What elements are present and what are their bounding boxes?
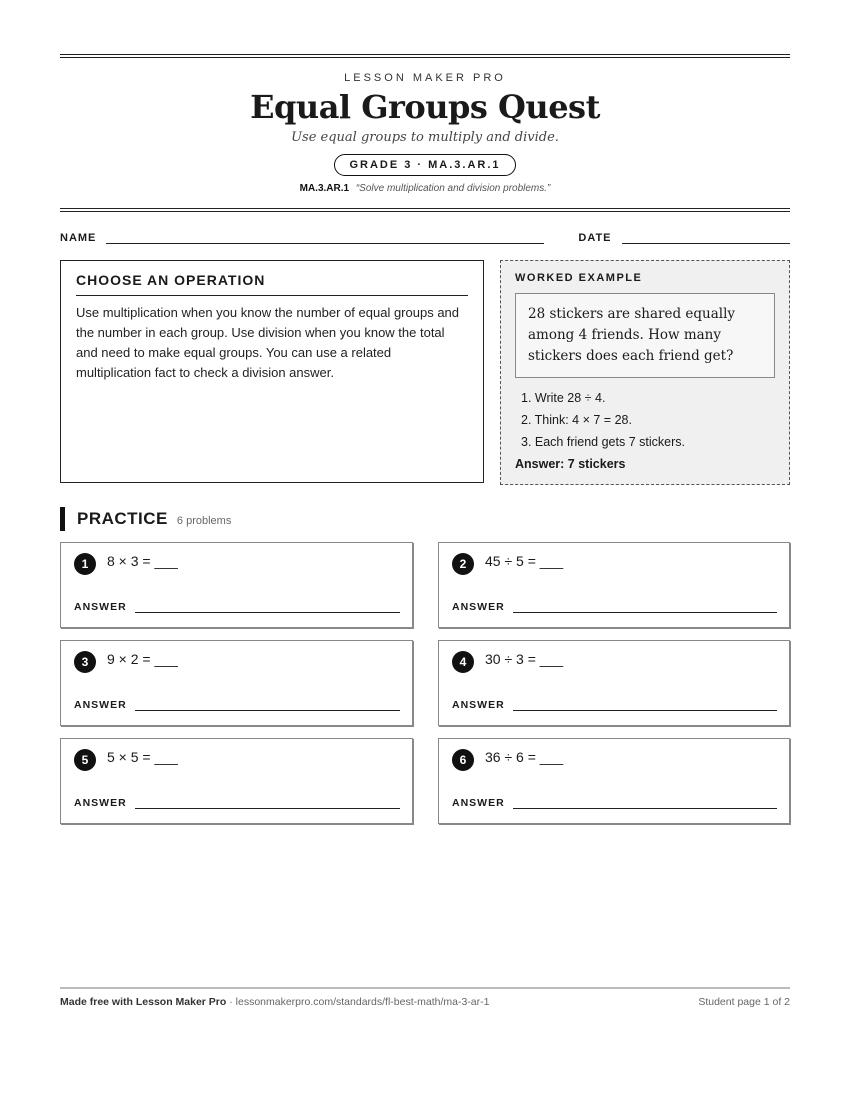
example-step: 2. Think: 4 × 7 = 28. bbox=[521, 413, 632, 427]
name-label: NAME bbox=[60, 232, 97, 244]
answer-field[interactable] bbox=[135, 709, 400, 711]
problem-number-badge: 2 bbox=[452, 553, 474, 575]
choose-operation-panel bbox=[60, 260, 484, 483]
footer-url[interactable]: · lessonmakerpro.com/standards/fl-best-math/ma-3-ar-1 bbox=[226, 996, 490, 1008]
problem-number-badge: 6 bbox=[452, 749, 474, 771]
problem-card bbox=[438, 640, 790, 726]
problem-equation: 8 × 3 = ___ bbox=[107, 553, 178, 569]
problem-equation: 36 ÷ 6 = ___ bbox=[485, 749, 564, 765]
answer-label: ANSWER bbox=[452, 797, 505, 809]
problem-number-badge: 3 bbox=[74, 651, 96, 673]
practice-header bbox=[60, 507, 790, 531]
operation-title: CHOOSE AN OPERATION bbox=[76, 272, 468, 296]
problem-number-badge: 1 bbox=[74, 553, 96, 575]
answer-field[interactable] bbox=[513, 807, 777, 809]
worksheet-page bbox=[60, 54, 790, 824]
footer-credit bbox=[60, 996, 489, 1008]
worked-example-panel bbox=[500, 260, 790, 485]
practice-title: PRACTICE bbox=[77, 509, 168, 528]
answer-label: ANSWER bbox=[74, 699, 127, 711]
worked-example-steps bbox=[515, 387, 775, 453]
problem-card bbox=[60, 542, 413, 628]
page-title: Equal Groups Quest bbox=[250, 88, 600, 126]
standard-line bbox=[60, 183, 790, 194]
brand-name: LESSON MAKER PRO bbox=[344, 72, 506, 84]
problem-equation: 30 ÷ 3 = ___ bbox=[485, 651, 564, 667]
header-double-rule bbox=[60, 208, 790, 212]
footer-made-with: Made free with Lesson Maker Pro bbox=[60, 996, 227, 1008]
date-field[interactable] bbox=[622, 242, 790, 244]
answer-label: ANSWER bbox=[452, 699, 505, 711]
worked-example-title: WORKED EXAMPLE bbox=[515, 272, 643, 284]
problem-card bbox=[60, 640, 413, 726]
top-double-rule bbox=[60, 54, 790, 58]
worked-example-problem: 28 stickers are shared equally among 4 friends. How many stickers does each friend get? bbox=[515, 293, 775, 378]
problem-card bbox=[438, 738, 790, 824]
standard-code: MA.3.AR.1 bbox=[299, 183, 350, 194]
name-field[interactable] bbox=[106, 242, 544, 244]
problem-number-badge: 4 bbox=[452, 651, 474, 673]
answer-field[interactable] bbox=[135, 807, 400, 809]
grade-badge: GRADE 3 · MA.3.AR.1 bbox=[334, 154, 515, 176]
page-subtitle: Use equal groups to multiply and divide. bbox=[291, 130, 559, 145]
problem-card bbox=[438, 542, 790, 628]
answer-label: ANSWER bbox=[74, 601, 127, 613]
operation-text: Use multiplication when you know the number of equal groups and the number in each group. Use division when you know the total and need to make equal groups. You can use a related multiplication fact to check a division answer. bbox=[76, 305, 460, 380]
answer-field[interactable] bbox=[513, 709, 777, 711]
answer-label: ANSWER bbox=[452, 601, 505, 613]
example-step: 1. Write 28 ÷ 4. bbox=[521, 391, 606, 405]
answer-field[interactable] bbox=[513, 611, 777, 613]
worked-example-answer: Answer: 7 stickers bbox=[515, 457, 626, 471]
problem-card bbox=[60, 738, 413, 824]
footer-page-number: Student page 1 of 2 bbox=[698, 996, 790, 1008]
practice-grid bbox=[60, 542, 790, 824]
example-step: 3. Each friend gets 7 stickers. bbox=[521, 435, 685, 449]
name-date-row bbox=[60, 232, 790, 244]
page-footer bbox=[60, 987, 790, 1008]
problem-equation: 9 × 2 = ___ bbox=[107, 651, 178, 667]
problem-equation: 45 ÷ 5 = ___ bbox=[485, 553, 564, 569]
answer-label: ANSWER bbox=[74, 797, 127, 809]
problem-equation: 5 × 5 = ___ bbox=[107, 749, 178, 765]
date-label: DATE bbox=[578, 232, 612, 244]
practice-count: 6 problems bbox=[176, 515, 232, 527]
standard-text: “Solve multiplication and division problems.” bbox=[355, 183, 551, 194]
answer-field[interactable] bbox=[135, 611, 400, 613]
problem-number-badge: 5 bbox=[74, 749, 96, 771]
